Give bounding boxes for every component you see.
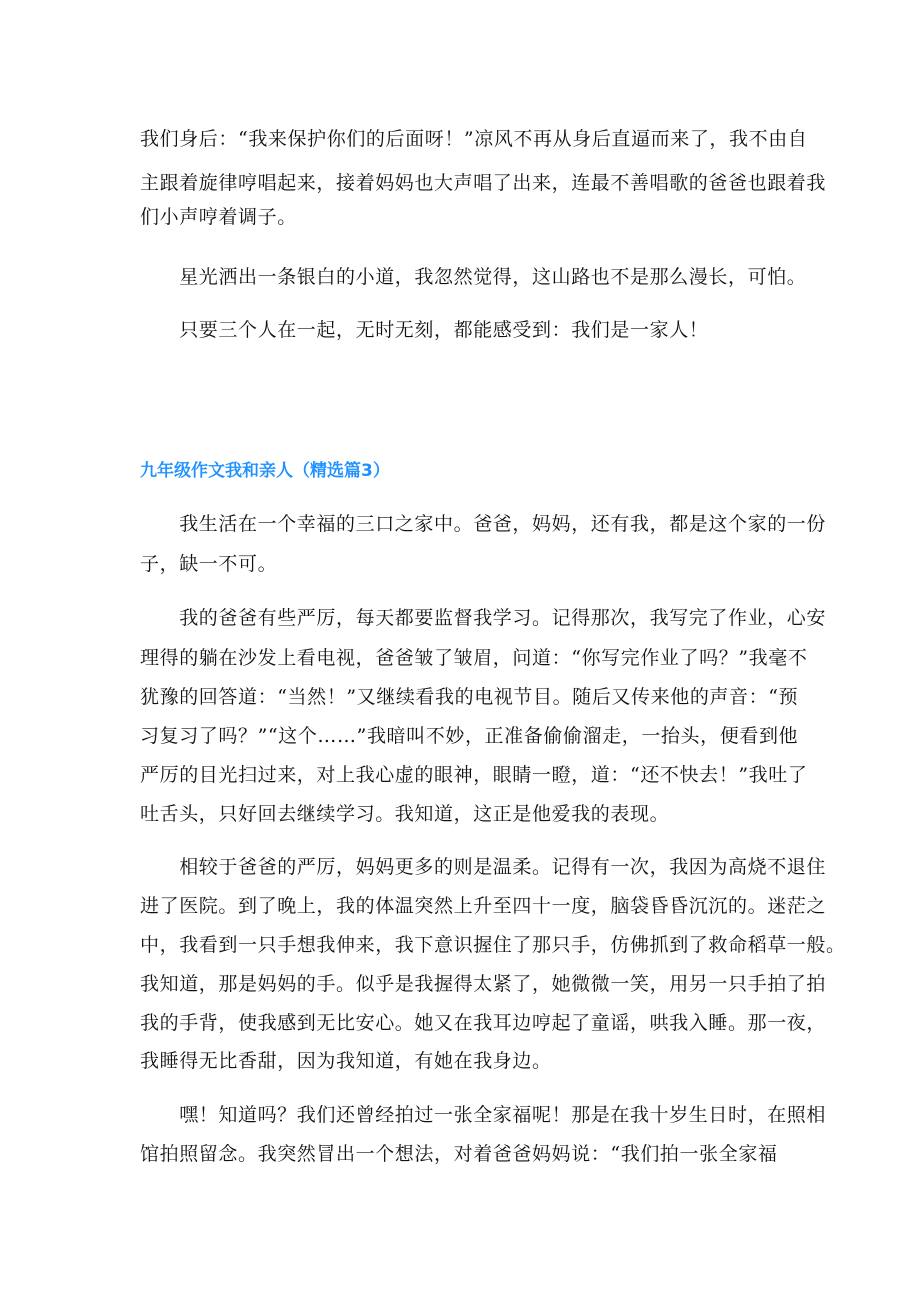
text-line: 我生活在一个幸福的三口之家中。爸爸，妈妈，还有我，都是这个家的一份 — [140, 513, 827, 535]
text-line: 理得的躺在沙发上看电视，爸爸皱了皱眉，问道：“你写完作业了吗？”我毫不 — [140, 647, 808, 669]
text-line: 相较于爸爸的严厉，妈妈更多的则是温柔。记得有一次，我因为高烧不退住 — [140, 856, 827, 878]
text-line: 习复习了吗？”“这个……”我暗叫不妙，正准备偷偷溜走，一抬头，便看到他 — [140, 725, 799, 747]
text-line: 我的手背，使我感到无比安心。她又在我耳边哼起了童谣，哄我入睡。那一夜， — [140, 1012, 827, 1034]
text-line: 我知道，那是妈妈的手。似乎是我握得太紧了，她微微一笑，用另一只手拍了拍 — [140, 973, 827, 995]
paragraph-family: 只要三个人在一起，无时无刻，都能感受到：我们是一家人！ — [140, 319, 709, 341]
text-line: 主跟着旋律哼唱起来，接着妈妈也大声唱了出来，连最不善唱歌的爸爸也跟着我 — [140, 172, 827, 194]
text-line: 我的爸爸有些严厉，每天都要监督我学习。记得那次，我写完了作业，心安 — [140, 607, 827, 629]
text-line: 我睡得无比香甜，因为我知道，有她在我身边。 — [140, 1050, 552, 1072]
text-line: 子，缺一不可。 — [140, 553, 278, 575]
text-line: 我们身后：“我来保护你们的后面呀！”凉风不再从身后直逼而来了，我不由自 — [140, 128, 808, 150]
text-line: 中，我看到一只手想我伸来，我下意识握住了那只手，仿佛抓到了救命稻草一般。 — [140, 934, 846, 956]
text-line: 犹豫的回答道：“当然！”又继续看我的电视节目。随后又传来他的声音：“预 — [140, 686, 799, 708]
text-line: 严厉的目光扫过来，对上我心虚的眼神，眼睛一瞪，道：“还不快去！”我吐了 — [140, 764, 808, 786]
text-line: 馆拍照留念。我突然冒出一个想法，对着爸爸妈妈说：“我们拍一张全家福 — [140, 1143, 778, 1165]
paragraph-starlight: 星光洒出一条银白的小道，我忽然觉得，这山路也不是那么漫长，可怕。 — [140, 266, 807, 288]
text-line: 吐舌头，只好回去继续学习。我知道，这正是他爱我的表现。 — [140, 803, 670, 825]
text-line: 嘿！知道吗？我们还曾经拍过一张全家福呢！那是在我十岁生日时，在照相 — [140, 1104, 827, 1126]
section-heading: 九年级作文我和亲人（精选篇3） — [140, 461, 390, 481]
text-line: 进了医院。到了晚上，我的体温突然上升至四十一度，脑袋昏昏沉沉的。迷茫之 — [140, 895, 827, 917]
text-line: 们小声哼着调子。 — [140, 206, 297, 228]
